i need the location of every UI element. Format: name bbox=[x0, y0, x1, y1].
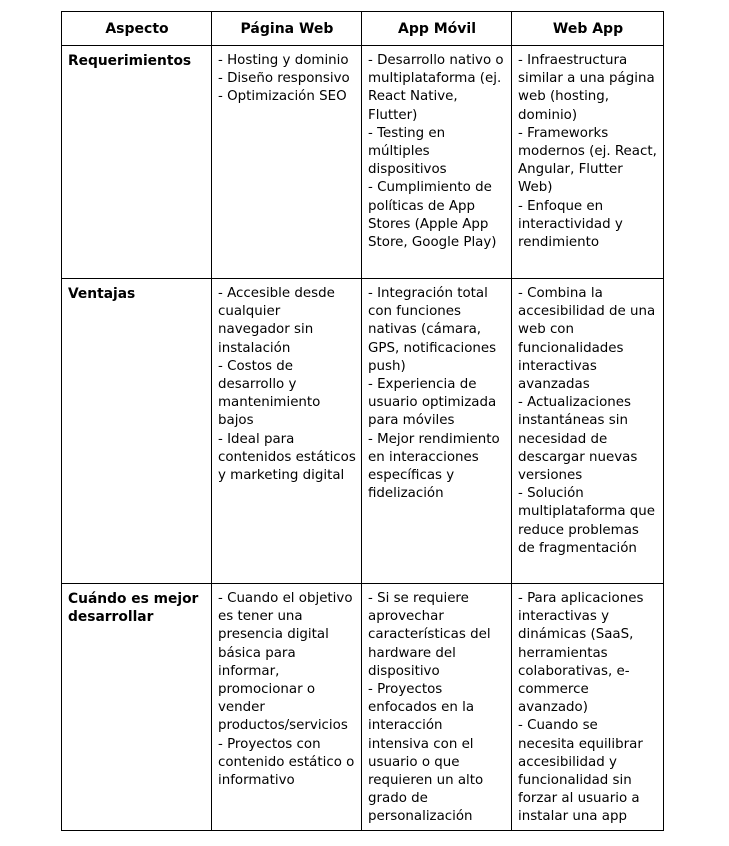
cell-line: - Testing en múltiples dispositivos bbox=[368, 125, 447, 178]
aspect-cell: Cuándo es mejor desarrollar bbox=[62, 584, 212, 831]
cell-line: - Cumplimiento de políticas de App Stores (Apple App Store, Google Play) bbox=[368, 180, 497, 251]
cell-line: - Actualizaciones instantáneas sin necesidad de descargar nuevas versiones bbox=[518, 395, 638, 484]
header-pagina-web: Página Web bbox=[212, 12, 362, 46]
web-cell bbox=[212, 584, 362, 831]
cell-line: - Si se requiere aprovechar características del hardware del dispositivo bbox=[368, 591, 491, 679]
webapp-cell bbox=[512, 46, 664, 279]
cell-line: - Combina la accesibilidad de una web con funcionalidades interactivas avanzadas bbox=[518, 286, 656, 393]
header-aspecto: Aspecto bbox=[62, 12, 212, 46]
cell-line: - Ideal para contenidos estáticos y marketing digital bbox=[218, 431, 356, 484]
cell-line: - Cuando el objetivo es tener una presencia digital básica para informar, promocionar o vender productos/servicios bbox=[218, 591, 353, 734]
mobile-cell bbox=[362, 584, 512, 831]
cell-line: - Frameworks modernos (ej. React, Angular, Flutter Web) bbox=[518, 125, 657, 196]
cell-line: - Desarrollo nativo o multiplataforma (ej. React Native, Flutter) bbox=[368, 53, 504, 123]
cell-line: - Cuando se necesita equilibrar accesibilidad y funcionalidad sin forzar al usuario a instalar una app bbox=[518, 718, 643, 825]
cell-line: - Diseño responsivo bbox=[218, 71, 350, 87]
cell-line: - Enfoque en interactividad y rendimiento bbox=[518, 198, 623, 251]
cell-line: - Optimización SEO bbox=[218, 89, 347, 105]
cell-line: - Experiencia de usuario optimizada para móviles bbox=[368, 377, 497, 429]
cell-line: - Solución multiplataforma que reduce problemas de fragmentación bbox=[518, 486, 656, 556]
header-web-app: Web App bbox=[512, 12, 664, 46]
webapp-cell bbox=[512, 279, 664, 584]
webapp-cell bbox=[512, 584, 664, 831]
table-row bbox=[62, 584, 664, 831]
aspect-cell: Requerimientos bbox=[62, 46, 212, 279]
mobile-cell bbox=[362, 46, 512, 279]
web-cell bbox=[212, 279, 362, 584]
comparison-table bbox=[61, 11, 664, 831]
aspect-cell: Ventajas bbox=[62, 279, 212, 584]
cell-line: - Integración total con funciones nativas (cámara, GPS, notificaciones push) bbox=[368, 286, 497, 374]
cell-line: - Mejor rendimiento en interacciones específicas y fidelización bbox=[368, 431, 500, 502]
cell-line: - Accesible desde cualquier navegador sin instalación bbox=[218, 286, 335, 356]
cell-line: - Costos de desarrollo y mantenimiento bajos bbox=[218, 358, 321, 429]
cell-line: - Para aplicaciones interactivas y dinámicas (SaaS, herramientas colaborativas, e-commerce avanzado) bbox=[518, 591, 644, 716]
cell-line: - Hosting y dominio bbox=[218, 53, 349, 68]
table-row bbox=[62, 46, 664, 279]
web-cell bbox=[212, 46, 362, 279]
table-header bbox=[62, 12, 664, 46]
cell-line: - Proyectos con contenido estático o informativo bbox=[218, 736, 355, 789]
cell-line: - Infraestructura similar a una página web (hosting, dominio) bbox=[518, 53, 655, 123]
mobile-cell bbox=[362, 279, 512, 584]
header-row bbox=[62, 12, 664, 46]
cell-line: - Proyectos enfocados en la interacción intensiva con el usuario o que requieren un alto grado de personalización bbox=[368, 682, 484, 825]
header-app-movil: App Móvil bbox=[362, 12, 512, 46]
table-row bbox=[62, 279, 664, 584]
